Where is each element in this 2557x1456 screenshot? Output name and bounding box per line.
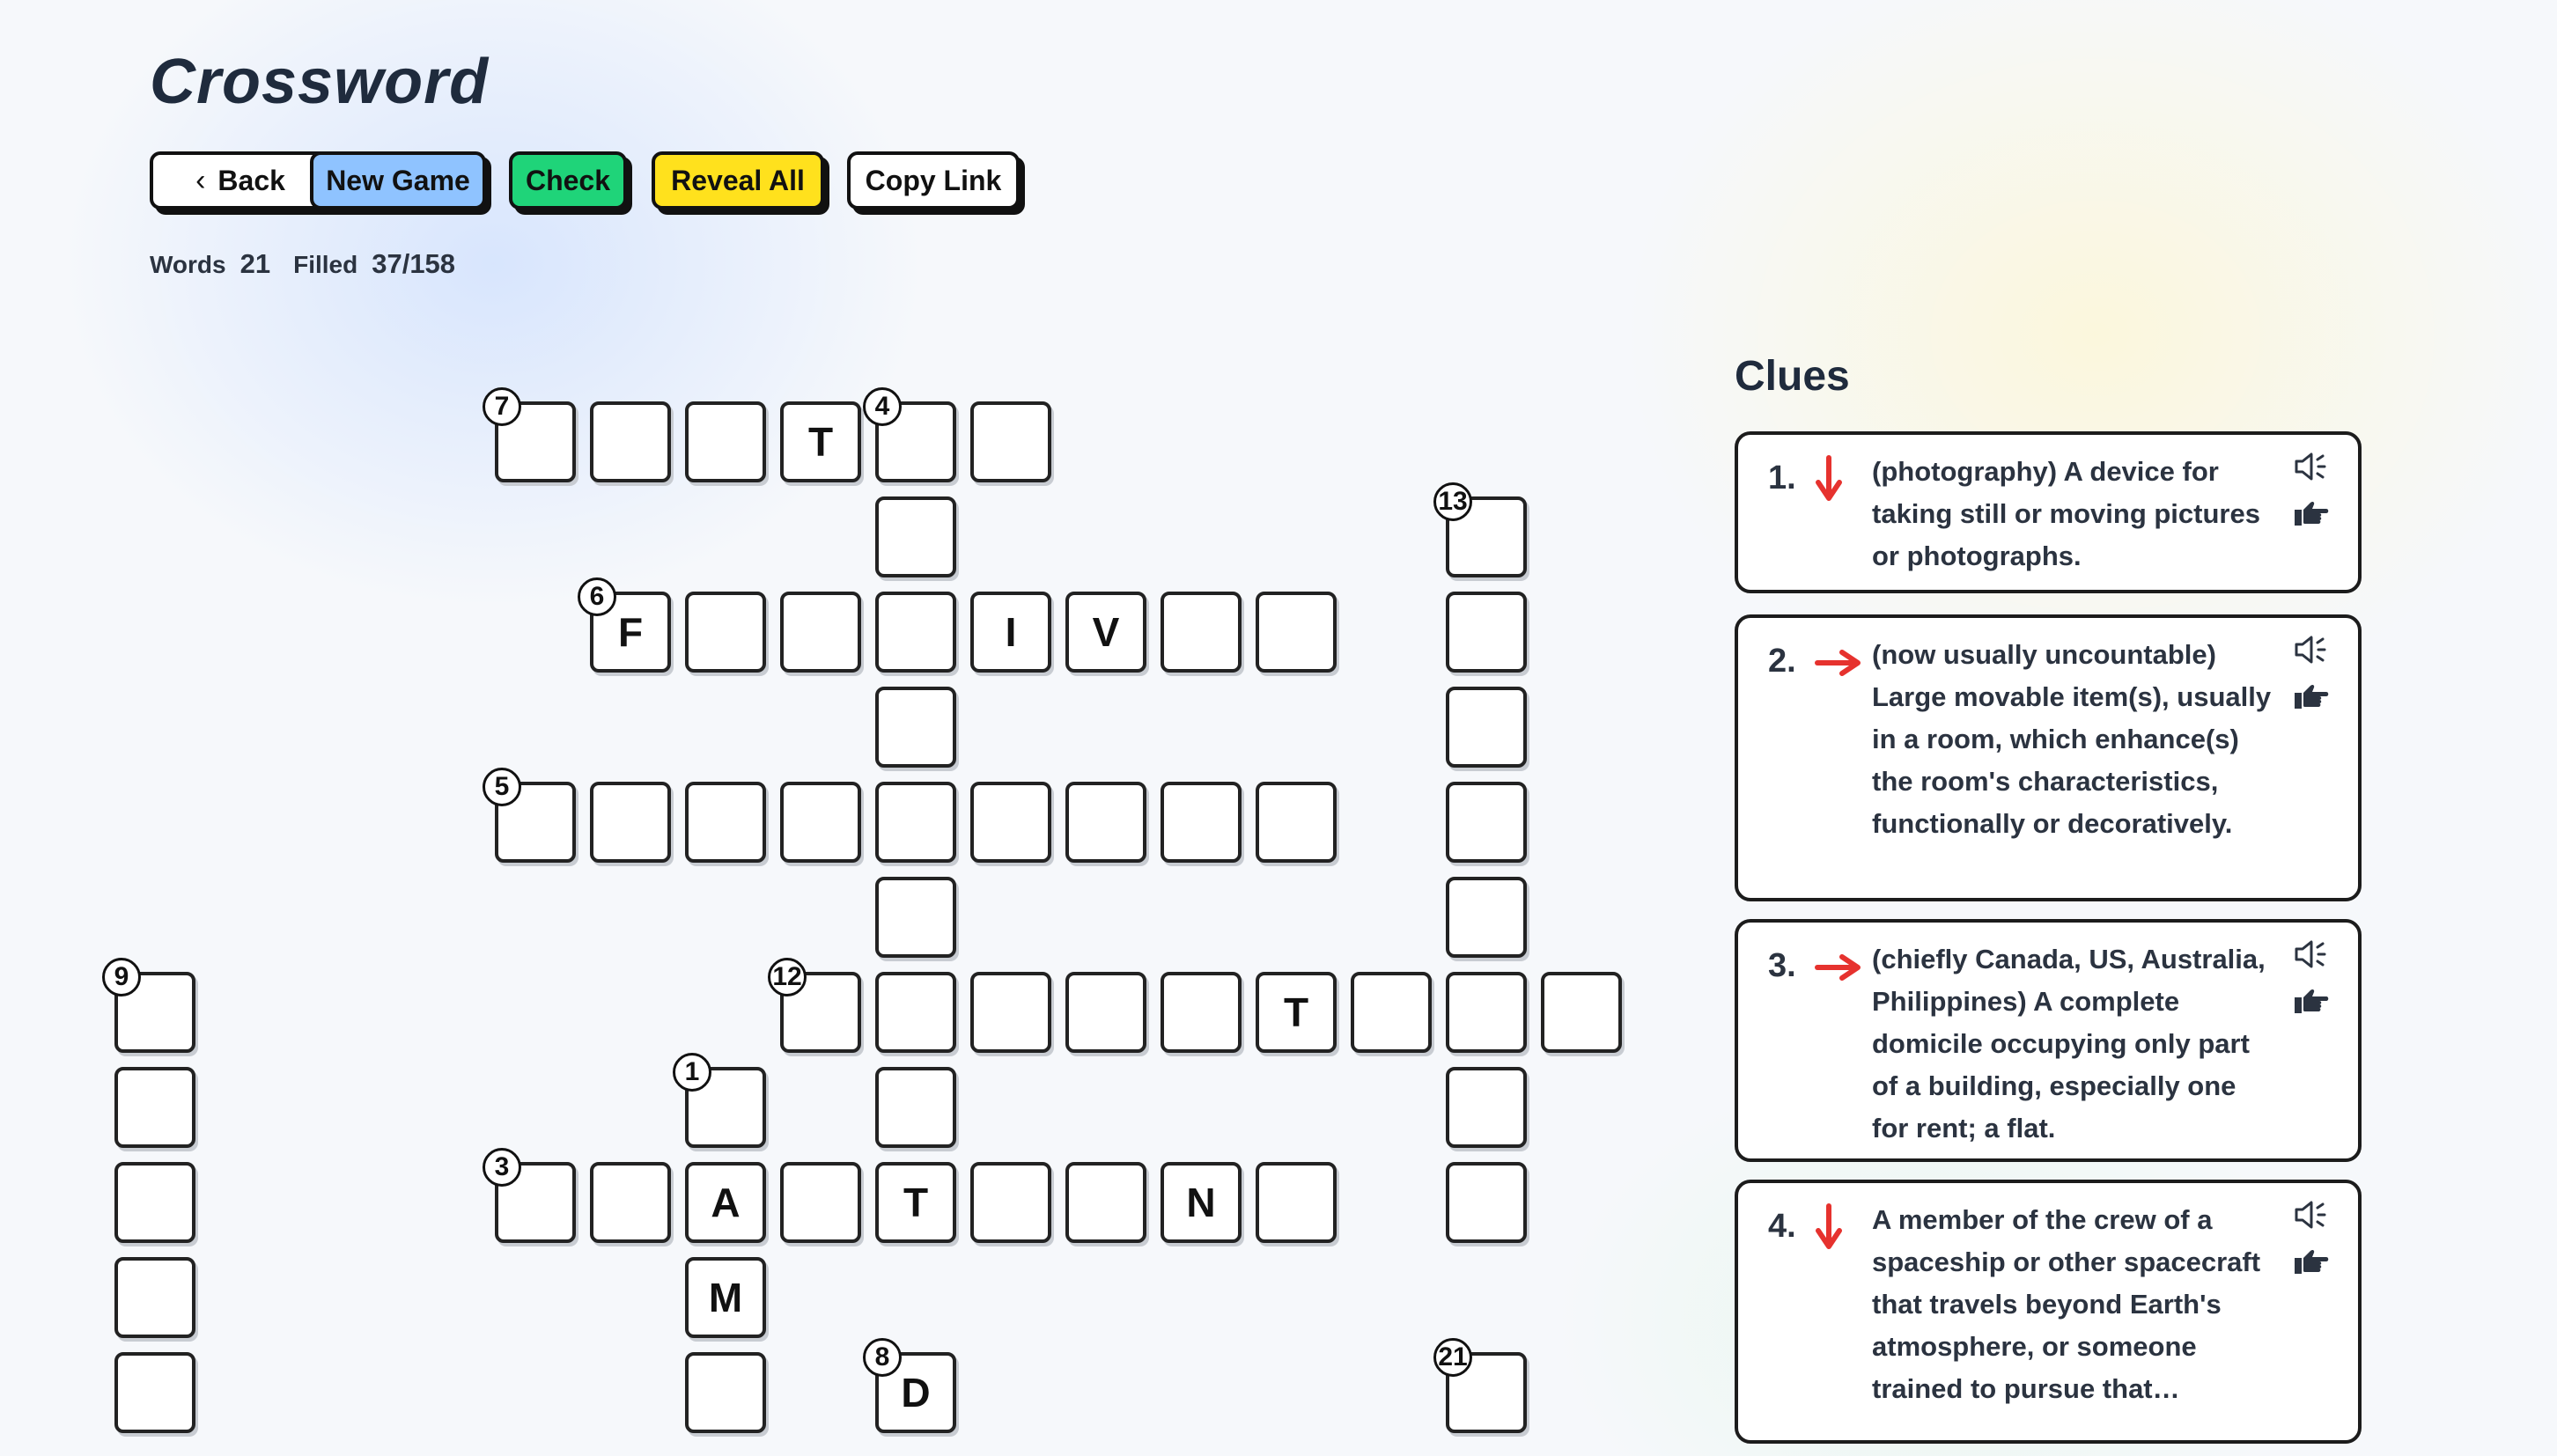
grid-cell[interactable] (1256, 592, 1337, 673)
grid-cell[interactable] (1065, 1162, 1146, 1243)
speaker-icon[interactable] (2293, 451, 2337, 487)
grid-cell[interactable] (1256, 782, 1337, 863)
clue-text: A member of the crew of a spaceship or other spacecraft that travels beyond Earth's atmosphere, or someone trained to pursue that… (1872, 1204, 2261, 1404)
grid-cell[interactable] (1161, 782, 1242, 863)
grid-cell[interactable] (1161, 592, 1242, 673)
clue-list[interactable] (1735, 431, 2362, 1404)
grid-cell[interactable] (875, 1067, 956, 1148)
grid-cell[interactable] (780, 592, 861, 673)
grid-cell[interactable] (1161, 972, 1242, 1053)
speaker-icon[interactable] (2293, 938, 2337, 974)
grid-cell[interactable] (1446, 1067, 1527, 1148)
grid-cell[interactable] (875, 877, 956, 958)
grid-cell[interactable] (590, 401, 671, 482)
pointing-hand-icon[interactable] (2293, 680, 2337, 715)
game-stats (150, 248, 478, 280)
clue-number-badge: 1 (673, 1053, 711, 1092)
clue-actions (2293, 451, 2337, 542)
grid-cell[interactable] (780, 782, 861, 863)
grid-cell[interactable] (685, 1352, 766, 1433)
reveal-all-button[interactable]: Reveal All (652, 151, 824, 210)
grid-cell[interactable] (1446, 687, 1527, 768)
grid-cell[interactable]: D (875, 1352, 956, 1433)
clue-number: 2. (1768, 643, 1796, 680)
words-label: Words (150, 251, 226, 278)
clue-number-badge: 13 (1433, 482, 1472, 521)
clue-number-badge: 5 (483, 768, 521, 806)
clue-number-badge: 3 (483, 1148, 521, 1187)
grid-cell[interactable]: T (1256, 972, 1337, 1053)
grid-cell[interactable] (114, 1162, 195, 1243)
grid-cell[interactable] (875, 782, 956, 863)
grid-cell[interactable] (1446, 782, 1527, 863)
clue-text: (now usually uncountable) Large movable item(s), usually in a room, which enhance(s) the room's characteristics, functionally or decoratively. (1872, 639, 2272, 839)
clue-card[interactable] (1735, 1180, 2362, 1444)
grid-cell[interactable] (114, 1067, 195, 1148)
clue-actions (2293, 938, 2337, 1030)
grid-cell[interactable] (114, 1352, 195, 1433)
back-button-label: Back (217, 164, 285, 196)
grid-cell[interactable] (1446, 592, 1527, 673)
clue-number-badge: 7 (483, 387, 521, 426)
grid-cell[interactable]: T (875, 1162, 956, 1243)
grid-cell[interactable] (114, 1257, 195, 1338)
grid-cell[interactable]: M (685, 1257, 766, 1338)
clues-title: Clues (1735, 353, 1850, 400)
grid-cell[interactable] (970, 972, 1051, 1053)
grid-cell[interactable] (685, 401, 766, 482)
chevron-left-icon: ‹ (195, 163, 206, 197)
back-button[interactable] (150, 151, 331, 210)
grid-cell[interactable] (970, 401, 1051, 482)
pointing-hand-icon[interactable] (2293, 497, 2337, 532)
clue-number-badge: 9 (102, 958, 141, 996)
grid-cell[interactable] (1446, 1162, 1527, 1243)
grid-cell[interactable] (590, 782, 671, 863)
clue-text: (photography) A device for taking still or moving pictures or photographs. (1872, 456, 2260, 571)
clue-text: (chiefly Canada, US, Australia, Philippines) A complete domicile occupying only part of a building, especially one for rent; a flat. (1872, 944, 2266, 1143)
pointing-hand-icon[interactable] (2293, 985, 2337, 1019)
clue-number: 1. (1768, 460, 1796, 496)
grid-cell[interactable] (875, 496, 956, 577)
speaker-icon[interactable] (2293, 1199, 2337, 1235)
clue-card[interactable] (1735, 919, 2362, 1162)
clue-number: 4. (1768, 1208, 1796, 1245)
grid-cell[interactable] (970, 1162, 1051, 1243)
page-title: Crossword (150, 47, 490, 117)
arrow-down-icon (1814, 454, 1844, 508)
grid-cell[interactable] (780, 1162, 861, 1243)
grid-cell[interactable]: A (685, 1162, 766, 1243)
grid-cell[interactable] (1351, 972, 1432, 1053)
clue-number-badge: 6 (578, 577, 616, 616)
grid-cell[interactable] (1446, 877, 1527, 958)
clue-card[interactable] (1735, 614, 2362, 901)
grid-cell[interactable]: V (1065, 592, 1146, 673)
clue-number: 3. (1768, 947, 1796, 984)
grid-cell[interactable] (685, 592, 766, 673)
pointing-hand-icon[interactable] (2293, 1246, 2337, 1280)
copy-link-button[interactable]: Copy Link (847, 151, 1020, 210)
grid-cell[interactable] (1446, 972, 1527, 1053)
arrow-right-icon (1814, 952, 1863, 987)
clue-card[interactable] (1735, 431, 2362, 593)
clue-number-badge: 21 (1433, 1338, 1472, 1377)
grid-cell[interactable]: I (970, 592, 1051, 673)
grid-cell[interactable] (590, 1162, 671, 1243)
grid-cell[interactable] (875, 592, 956, 673)
arrow-down-icon (1814, 1202, 1844, 1256)
clue-actions (2293, 1199, 2337, 1291)
speaker-icon[interactable] (2293, 634, 2337, 670)
new-game-button[interactable]: New Game (310, 151, 486, 210)
grid-cell[interactable]: T (780, 401, 861, 482)
clue-actions (2293, 634, 2337, 725)
grid-cell[interactable] (875, 687, 956, 768)
arrow-right-icon (1814, 648, 1863, 682)
grid-cell[interactable] (970, 782, 1051, 863)
grid-cell[interactable] (875, 972, 956, 1053)
grid-cell[interactable] (1065, 972, 1146, 1053)
words-count: 21 (239, 248, 271, 279)
clue-number-badge: 8 (863, 1338, 902, 1377)
grid-cell[interactable] (1541, 972, 1622, 1053)
clue-number-badge: 4 (863, 387, 902, 426)
grid-cell[interactable] (1065, 782, 1146, 863)
clue-number-badge: 12 (768, 958, 807, 996)
grid-cell[interactable] (1256, 1162, 1337, 1243)
grid-cell[interactable]: F (590, 592, 671, 673)
check-button[interactable]: Check (509, 151, 627, 210)
grid-cell[interactable] (685, 782, 766, 863)
filled-count: 37/158 (372, 248, 456, 279)
crossword-grid (114, 352, 1647, 1416)
grid-cell[interactable]: N (1161, 1162, 1242, 1243)
filled-label: Filled (293, 251, 358, 278)
